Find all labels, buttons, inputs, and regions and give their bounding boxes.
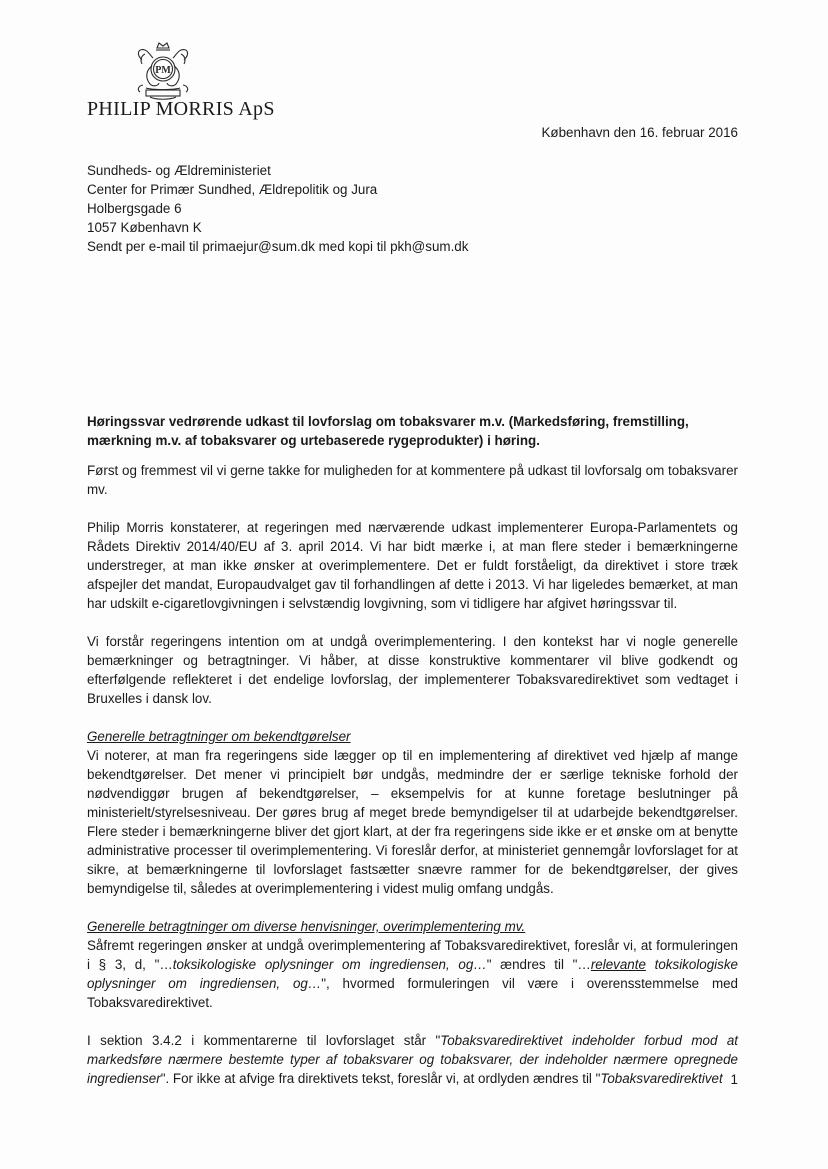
text-run: Tobaksvaredirektivet: [600, 1071, 723, 1086]
company-name: PHILIP MORRIS ApS: [87, 98, 275, 120]
paragraph: Philip Morris konstaterer, at regeringen med nærværende udkast implementerer Europa-Parlamentets og Rådets Direktiv 2014/40/EU af 3. april 2014. Vi har bidt mærke i, at man flere steder i bemærkningerne understreger, at man ikke ønsker at overimplementere. Det er fuldt forståeligt, da direktivet i store træk afspejler det mandat, Europaudvalget gav til forhandlingen af dette i 2013. Vi har ligeledes bemærket, at man har udskilt e-cigaretlovgivningen i selvstændig lovgivning, som vi tidligere har afgivet høringssvar til.: [87, 520, 738, 611]
recipient-line: Center for Primær Sundhed, Ældrepolitik og Jura: [87, 182, 378, 197]
text-run: toksikologiske oplysninger om ingrediensen, og…: [172, 957, 487, 972]
text-run: relevante: [590, 957, 646, 972]
svg-text:PM: PM: [155, 65, 171, 76]
paragraph: [87, 1031, 738, 1088]
recipient-address: [87, 161, 468, 256]
recipient-line: Holbergsgade 6: [87, 201, 182, 216]
paragraph: Først og fremmest vil vi gerne takke for muligheden for at kommentere på udkast til lovforsalg om tobaksvarer mv.: [87, 463, 738, 497]
philip-morris-crest-logo: [128, 40, 198, 102]
text-run: ", hvormed formuleringen vil være i overensstemmelse med Tobaksvaredirektivet.: [87, 976, 739, 1010]
letter-body: [87, 461, 738, 1107]
recipient-line: 1057 København K: [87, 220, 202, 235]
paragraph: [87, 936, 738, 1012]
letter-date: København den 16. februar 2016: [541, 125, 738, 140]
text-run: ". For ikke at afvige fra direktivets tekst, foreslår vi, at ordlyden ændres til ": [160, 1071, 601, 1086]
text-run: " ændres til "…: [486, 957, 591, 972]
text-run: Såfremt regeringen ønsker at undgå overimplementering af Tobaksvaredirektivet, foreslår vi, at formuleringen i § 3, d, "…: [87, 938, 738, 972]
section-heading: Generelle betragtninger om diverse henvisninger, overimplementering mv.: [87, 919, 526, 934]
text-run: I sektion 3.4.2 i kommentarerne til lovforslaget står ": [87, 1033, 441, 1048]
letter-subject: Høringssvar vedrørende udkast til lovforslag om tobaksvarer m.v. (Markedsføring, fremstilling, mærkning m.v. af tobaksvarer og urtebaserede rygeprodukter) i høring.: [87, 414, 689, 448]
recipient-line: Sendt per e-mail til primaejur@sum.dk med kopi til pkh@sum.dk: [87, 239, 469, 254]
recipient-line: Sundheds- og Ældreministeriet: [87, 163, 271, 178]
section-heading: Generelle betragtninger om bekendtgørelser: [87, 729, 351, 744]
page-number: 1: [730, 1072, 738, 1087]
text-run: Tobaksvaredirektivet indeholder forbud mod at markedsføre nærmere bestemte typer af tobaksvarer og tobaksvarer, der indeholder nærmere opregnede ingredienser: [87, 1033, 739, 1086]
text-run: toksikologiske oplysninger om ingrediensen, og…: [87, 957, 738, 991]
paragraph: Vi noterer, at man fra regeringens side lægger op til en implementering af direktivet ved hjælp af mange bekendtgørelser. Det mener vi principielt bør undgås, medmindre der er særlige tekniske forhold der nødvendiggør brugen af bekendtgørelser, – eksempelvis for at kunne foretage beslutninger på ministerielt/styrelsesniveau. Der gøres brug af meget brede bemyndigelser til at udarbejde bekendtgørelser. Flere steder i bemærkningerne bliver det gjort klart, at der fra regeringens side ikke er et ønske om at benytte administrative processer til overimplementering. Vi foreslår derfor, at ministeriet gennemgår lovforslaget for at sikre, at bemærkningerne til lovforslaget fastsætter snævre rammer for de bekendtgørelser, der gives bemyndigelse til, således at overimplementering i videst mulig omfang undgås.: [87, 748, 738, 896]
paragraph: Vi forstår regeringens intention om at undgå overimplementering. I den kontekst har vi nogle generelle bemærkninger og betragtninger. Vi håber, at disse konstruktive kommentarer vil blive godkendt og efterfølgende reflekteret i det endelige lovforslag, der implementerer Tobaksvaredirektivet som vedtaget i Bruxelles i dansk lov.: [87, 634, 738, 706]
